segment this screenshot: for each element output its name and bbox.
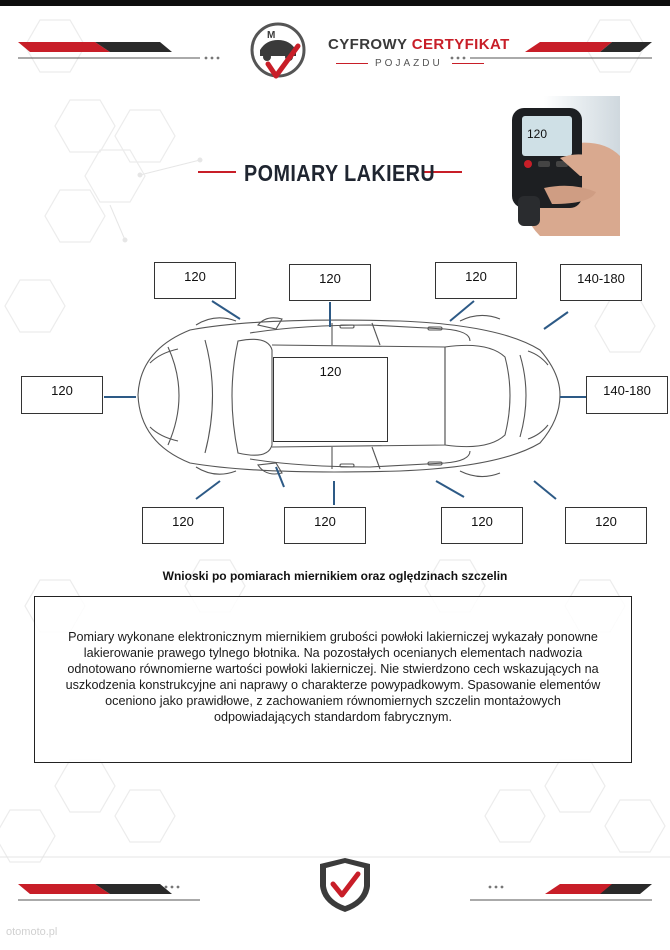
measurement-rear-left-door: 120 (435, 262, 517, 299)
svg-text:M: M (267, 30, 276, 41)
page-footer (0, 850, 670, 930)
conclusion-line: uszkodzenia konstrukcyjne ani naprawy o charakterze powypadkowym. Spasowanie elementów (65, 678, 601, 692)
brand-sub-line-right (452, 63, 484, 64)
conclusion-box (34, 596, 632, 763)
conclusion-title: Wnioski po pomiarach miernikiem oraz oględzinach szczelin (162, 569, 508, 583)
page-header (0, 6, 670, 80)
conclusion-line: Pomiary wykonane elektronicznym miernikiem grubości powłoki lakierniczej wykazały ponowne (68, 630, 598, 644)
measurement-hood: 120 (21, 376, 103, 414)
watermark-text: otomoto.pl (6, 926, 58, 938)
measurement-front-left-fender: 120 (154, 262, 236, 299)
brand-sub-line-left (336, 63, 368, 64)
brand-title (328, 36, 510, 53)
section-title: POMIARY LAKIERU (244, 160, 436, 186)
brand-subtitle: POJAZDU (375, 58, 443, 69)
conclusion-text (49, 629, 617, 725)
logo-badge-icon (246, 20, 310, 84)
measurement-rear-left-fender: 140-180 (560, 264, 642, 301)
brand-title-part2: CERTYFIKAT (411, 36, 510, 53)
conclusion-line: oceniono jako prawidłowe, z zachowaniem równomiernych szczelin montażowych (105, 694, 561, 708)
measurement-rear-right-fender: 120 (565, 507, 647, 544)
conclusion-line: odnotowano równomierne wartości powłoki lakierniczej. Nie stwierdzono cech wskazujących na (67, 662, 599, 676)
brand-title-part1: CYFROWY (328, 36, 408, 53)
measurement-rear-right-door: 120 (441, 507, 523, 544)
gauge-display-value: 120 (527, 127, 548, 141)
measurement-front-right-fender: 120 (142, 507, 224, 544)
measurement-trunk: 140-180 (586, 376, 668, 414)
conclusion-line: lakierowanie prawego tylnego błotnika. Na pozostałych ocenianych elementach nadwozia (83, 646, 583, 660)
measurement-front-right-door: 120 (284, 507, 366, 544)
measurement-roof: 120 (273, 357, 388, 442)
conclusion-line: odpowiadających standardom fabrycznym. (213, 710, 452, 724)
measurement-front-left-door: 120 (289, 264, 371, 301)
